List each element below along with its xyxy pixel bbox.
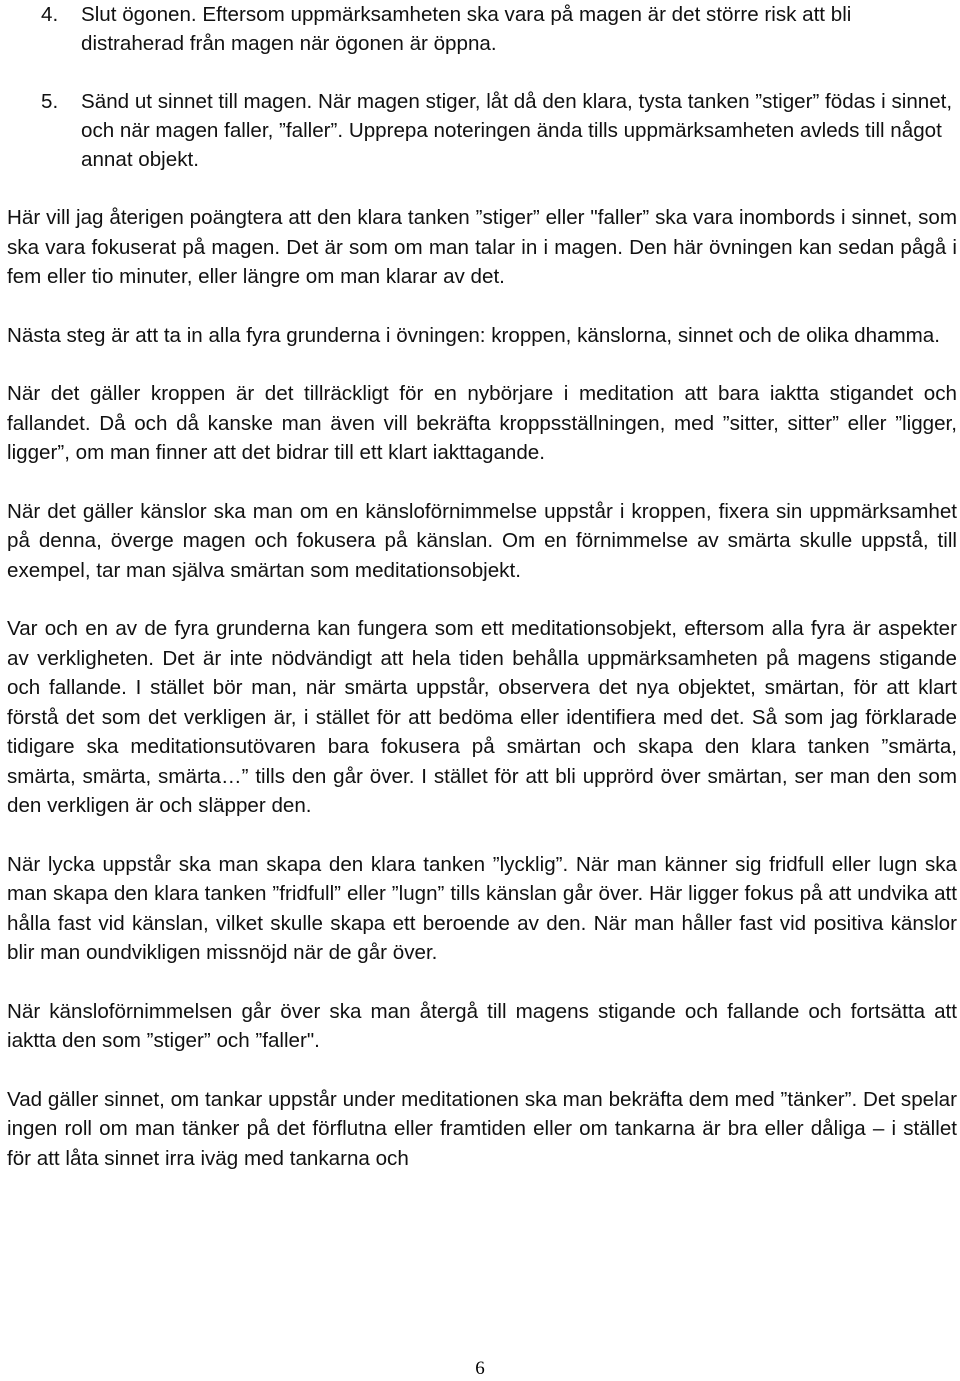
paragraph: Här vill jag återigen poängtera att den klara tanken ”stiger” eller "faller” ska vara inombords i sinnet, som ska vara fokuserat på magen. Det är som om man talar in i magen. Den här övningen kan sedan pågå i fem eller tio minuter, eller längre om man klarar av det. [7, 206, 957, 288]
paragraph: När det gäller kroppen är det tillräckligt för en nybörjare i meditation att bara iaktta stigandet och fallandet. Då och då kanske man även vill bekräfta kroppsställningen, med ”sitter, sitter” eller ”ligger, ligger”, om man finner att det bidrar till ett klart iakttagande. [7, 382, 957, 464]
page-number: 6 [475, 1358, 485, 1379]
paragraph: Nästa steg är att ta in alla fyra grunderna i övningen: kroppen, känslorna, sinnet och de olika dhamma. [7, 323, 940, 347]
paragraph: Var och en av de fyra grunderna kan fungera som ett meditationsobjekt, eftersom alla fyra är aspekter av verkligheten. Det är inte nödvändigt att hela tiden behålla uppmärksamheten på magens stigande och fallande. I stället bör man, när smärta uppstår, observera det nya objektet, smärtan, för att klart förstå det som det verkligen är, i stället för att bedöma eller identifiera med det. Så som jag förklarade tidigare ska meditationsutövaren bara fokusera på smärtan och skapa den klara tanken ”smärta, smärta, smärta, smärta…” tills den går över. I stället för att bli upprörd över smärtan, ser man den som den verkligen är och släpper den. [7, 617, 957, 817]
paragraph: När känsloförnimmelsen går över ska man återgå till magens stigande och fallande och fortsätta att iaktta den som ”stiger” och ”faller". [7, 999, 957, 1052]
list-item-number: 5. [41, 90, 59, 113]
list-item-number: 4. [41, 3, 59, 26]
list-item-text: Sänd ut sinnet till magen. När magen stiger, låt då den klara, tysta tanken ”stiger” födas i sinnet, och när magen faller, ”faller”. Upprepa noteringen ända tills uppmärksamheten avleds till något annat objekt. [81, 90, 953, 171]
list-item [7, 0, 957, 58]
paragraph: När lycka uppstår ska man skapa den klara tanken ”lycklig”. När man känner sig fridfull eller lugn ska man skapa den klara tanken ”fridfull” eller ”lugn” tills känslan går över. Här ligger fokus på att undvika att hålla fast vid känslan, vilket skulle skapa ett beroende av den. När man håller fast vid positiva känslor blir man oundvikligen missnöjd när de går över. [7, 852, 957, 964]
document-page [7, 0, 957, 1173]
paragraph: Vad gäller sinnet, om tankar uppstår under meditationen ska man bekräfta dem med ”tänker”. Det spelar ingen roll om man tänker på det förflutna eller framtiden eller om tankarna är bra eller dåliga – i stället för att låta sinnet irra iväg med tankarna och [7, 1087, 957, 1170]
list-item [7, 87, 957, 174]
numbered-list [7, 0, 957, 174]
list-item-text: Slut ögonen. Eftersom uppmärksamheten ska vara på magen är det större risk att bli distraherad från magen när ögonen är öppna. [81, 3, 852, 55]
paragraph: När det gäller känslor ska man om en känsloförnimmelse uppstår i kroppen, fixera sin uppmärksamhet på denna, överge magen och fokusera på känslan. Om en förnimmelse av smärta skulle uppstå, till exempel, tar man själva smärtan som meditationsobjekt. [7, 499, 957, 582]
